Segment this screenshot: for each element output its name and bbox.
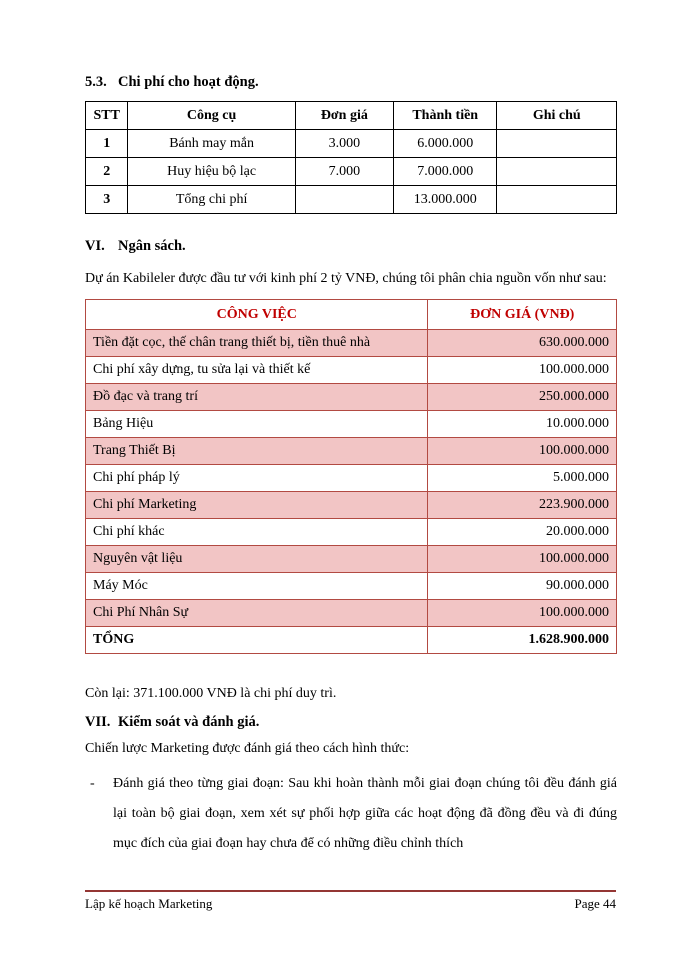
table-row [86,600,617,627]
table-row [86,186,617,214]
footer-document-title: Lập kế hoạch Marketing [85,896,213,911]
cost-header-note: Ghi chú [497,102,617,130]
total-value: 1.628.900.000 [428,627,617,654]
cell-stt: 3 [86,186,128,214]
table-row [86,438,617,465]
cell-value: 223.900.000 [428,492,617,519]
total-label: TỔNG [86,627,428,654]
page-footer [85,890,616,912]
section-costs-heading [85,74,617,91]
section-budget-heading [85,238,617,255]
cell-price: 3.000 [295,130,393,158]
cost-header-stt: STT [86,102,128,130]
cell-stt: 1 [86,130,128,158]
section-control-heading [85,714,617,731]
section-control-heading-number: VII. [85,714,111,730]
section-costs-heading-text: Chi phí cho hoạt động. [118,74,259,90]
table-row [86,384,617,411]
cell-label: Chi phí xây dựng, tu sửa lại và thiết kế [86,357,428,384]
table-row [86,411,617,438]
cell-label: Chi phí Marketing [86,492,428,519]
cell-label: Đồ đạc và trang trí [86,384,428,411]
table-row [86,158,617,186]
cost-table [85,101,617,214]
section-budget-heading-number: VI. [85,238,105,254]
cell-tool: Bánh may mắn [128,130,295,158]
cell-total: 7.000.000 [393,158,497,186]
cell-label: Máy Móc [86,573,428,600]
control-intro-paragraph: Chiến lược Marketing được đánh giá theo cách hình thức: [85,741,410,756]
table-row [86,357,617,384]
section-control-heading-text: Kiểm soát và đánh giá. [118,714,260,730]
page-content [85,74,617,859]
footer-page-number: Page 44 [574,896,616,911]
cell-value: 250.000.000 [428,384,617,411]
cost-header-tool: Công cụ [128,102,295,130]
cell-value: 630.000.000 [428,330,617,357]
table-row [86,492,617,519]
cell-tool: Huy hiệu bộ lạc [128,158,295,186]
cell-label: Nguyên vật liệu [86,546,428,573]
budget-header-work: CÔNG VIỆC [86,300,428,330]
cell-price: 7.000 [295,158,393,186]
table-row [86,546,617,573]
cell-stt: 2 [86,158,128,186]
cell-label: Chi Phí Nhân Sự [86,600,428,627]
cell-note [497,186,617,214]
budget-table-header-row [86,300,617,330]
bullet-text: Đánh giá theo từng giai đoạn: Sau khi hoàn thành mỗi giai đoạn chúng tôi đều đánh giá lại toàn bộ giai đoạn, xem xét sự phối hợp giữa các hoạt động đã đồng đều và đi đúng mục đích của giai đoạn hay chưa để có những điều chỉnh thích [113,776,617,851]
cell-label: Bảng Hiệu [86,411,428,438]
cell-value: 10.000.000 [428,411,617,438]
cell-value: 90.000.000 [428,573,617,600]
table-row [86,330,617,357]
cost-table-header-row [86,102,617,130]
cost-header-price: Đơn giá [295,102,393,130]
bullet-dash-marker: - [90,776,95,791]
remaining-paragraph: Còn lại: 371.100.000 VNĐ là chi phí duy trì. [85,686,337,701]
cell-value: 100.000.000 [428,438,617,465]
cell-value: 100.000.000 [428,600,617,627]
cost-header-total: Thành tiền [393,102,497,130]
cell-value: 5.000.000 [428,465,617,492]
cell-label: Tiền đặt cọc, thế chân trang thiết bị, tiền thuê nhà [86,330,428,357]
cell-value: 20.000.000 [428,519,617,546]
cell-label: Trang Thiết Bị [86,438,428,465]
table-row [86,465,617,492]
budget-intro-paragraph: Dự án Kabileler được đầu tư với kinh phí 2 tỷ VNĐ, chúng tôi phân chia nguồn vốn như sau: [85,271,607,286]
cell-tool: Tổng chi phí [128,186,295,214]
cell-label: Chi phí pháp lý [86,465,428,492]
table-row [86,573,617,600]
budget-total-row [86,627,617,654]
table-row [86,130,617,158]
cell-price [295,186,393,214]
cell-value: 100.000.000 [428,546,617,573]
budget-header-price: ĐƠN GIÁ (VNĐ) [428,300,617,330]
cell-label: Chi phí khác [86,519,428,546]
section-costs-heading-number: 5.3. [85,74,107,90]
list-item [90,769,617,859]
cell-value: 100.000.000 [428,357,617,384]
cell-note [497,130,617,158]
section-budget-heading-text: Ngân sách. [118,238,186,254]
cell-total: 6.000.000 [393,130,497,158]
budget-table [85,299,617,654]
cell-note [497,158,617,186]
table-row [86,519,617,546]
cell-total: 13.000.000 [393,186,497,214]
